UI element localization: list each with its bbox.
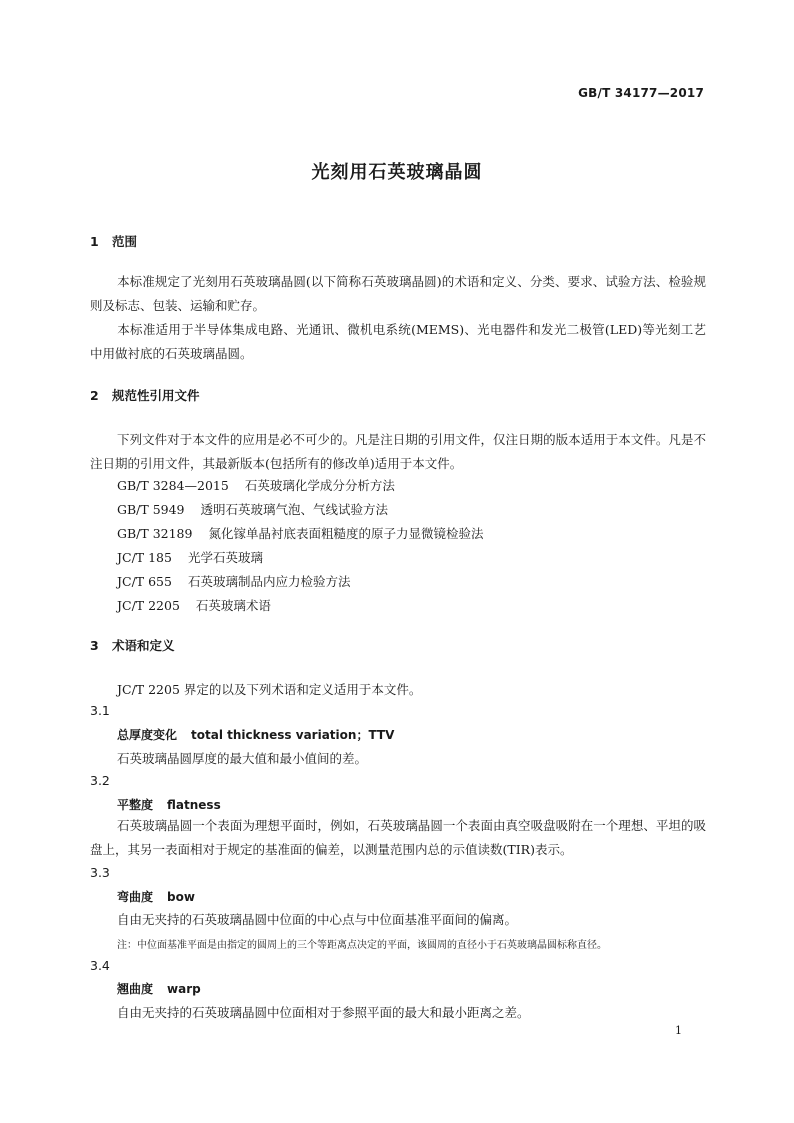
reference-item: JC/T 2205 石英玻璃术语 — [117, 598, 271, 613]
section-title: 规范性引用文件 — [112, 388, 200, 403]
section-3-heading — [90, 636, 175, 654]
term-number: 3.3 — [90, 865, 110, 880]
standard-code: GB/T 34177—2017 — [578, 86, 704, 100]
reference-item: GB/T 32189 氮化镓单晶衬底表面粗糙度的原子力显微镜检验法 — [117, 526, 484, 541]
section-1-paragraph-1: 本标准规定了光刻用石英玻璃晶圆(以下简称石英玻璃晶圆)的术语和定义、分类、要求、试验方法、检验规则及标志、包装、运输和贮存。 — [90, 274, 706, 313]
term-definition: 石英玻璃晶圆一个表面为理想平面时，例如，石英玻璃晶圆一个表面由真空吸盘吸附在一个理想、平坦的吸盘上，其另一表面相对于规定的基准面的偏差，以测量范围内总的示值读数(TIR)表示。 — [90, 818, 706, 857]
reference-item: JC/T 655 石英玻璃制品内应力检验方法 — [117, 574, 351, 589]
section-number: 1 — [90, 234, 99, 249]
term-note: 注：中位面基准平面是由指定的圆周上的三个等距离点决定的平面，该圆周的直径小于石英玻璃晶圆标称直径。 — [117, 940, 607, 951]
term-name: 平整度 flatness — [117, 798, 221, 812]
term-definition: 自由无夹持的石英玻璃晶圆中位面的中心点与中位面基准平面间的偏离。 — [117, 912, 518, 927]
section-1-heading — [90, 232, 137, 250]
section-1-paragraph-2: 本标准适用于半导体集成电路、光通讯、微机电系统(MEMS)、光电器件和发光二极管(LED)等光刻工艺中用做衬底的石英玻璃晶圆。 — [90, 322, 706, 361]
document-title: 光刻用石英玻璃晶圆 — [311, 162, 483, 183]
reference-item: JC/T 185 光学石英玻璃 — [117, 550, 263, 565]
page-number: 1 — [675, 1024, 682, 1037]
term-number: 3.4 — [90, 958, 110, 973]
term-definition: 自由无夹持的石英玻璃晶圆中位面相对于参照平面的最大和最小距离之差。 — [117, 1005, 530, 1020]
term-number: 3.2 — [90, 773, 110, 788]
section-number: 2 — [90, 388, 99, 403]
section-title: 术语和定义 — [112, 638, 175, 653]
section-3-intro: JC/T 2205 界定的以及下列术语和定义适用于本文件。 — [117, 682, 422, 697]
section-title: 范围 — [112, 234, 138, 249]
section-number: 3 — [90, 638, 99, 653]
reference-item: GB/T 3284—2015 石英玻璃化学成分分析方法 — [117, 478, 395, 493]
term-definition: 石英玻璃晶圆厚度的最大值和最小值间的差。 — [117, 751, 368, 766]
term-name: 翘曲度 warp — [117, 982, 201, 996]
term-number: 3.1 — [90, 703, 110, 718]
term-name: 总厚度变化 total thickness variation；TTV — [117, 728, 395, 742]
term-name: 弯曲度 bow — [117, 890, 195, 904]
section-2-intro: 下列文件对于本文件的应用是必不可少的。凡是注日期的引用文件，仅注日期的版本适用于本文件。凡是不注日期的引用文件，其最新版本(包括所有的修改单)适用于本文件。 — [90, 432, 706, 471]
reference-item: GB/T 5949 透明石英玻璃气泡、气线试验方法 — [117, 502, 389, 517]
section-2-heading — [90, 386, 200, 404]
